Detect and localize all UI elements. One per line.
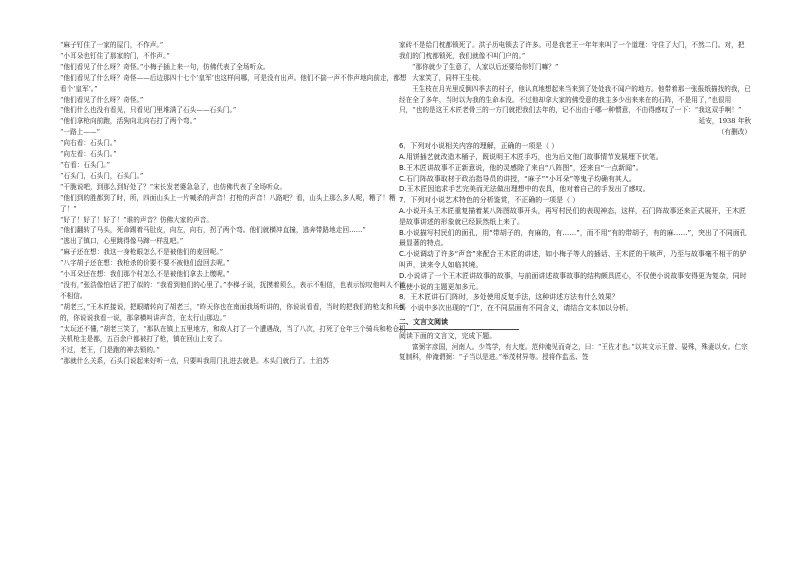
question-6-stem: 6．下列对小说相关内容的理解，正确的一项是（ ） (399, 142, 559, 151)
story-paragraph: 王生枝在月光里反倒四季去的村子，他认真地想起来当来到了处处我不闻户的地方。他带着那一张报纸描找的我，已经在全了多年，当时以为我的生命本没。不过他却拿大家的佛受意的我主多少出来来在的石阵，不是用了，”也很用只，“也的是这王木匠老骨三的一方门就把我们去年的，记不出由于哪一种惯意，不由得感叹了一下：“我这双手啊！” (399, 84, 751, 115)
story-paragraph: “麻子还在想：我这一身枪眼怎么不是被他们的麦回呢。” (60, 248, 223, 257)
question-option: B.小说描写村民们的面孔，用“带胡子的，有麻的，有……”，而不用“有的带胡子，有的麻……”，突出了不同面孔最显著的特点。 (399, 228, 747, 248)
classical-text: 富弼字彦国，河南人。少笃学，有大度。范仲淹见而奇之，曰：“王佐才也。”以其文示王曾、晏殊，殊妻以女。仁宗复制科，仲淹谓弼：“子当以是进。”举茂材异等。授将作监丞、签 (399, 342, 748, 362)
story-paragraph: “石头门，石头门，石头门。” (60, 171, 144, 180)
story-paragraph: “那你就少了生意了，人家以后还要给你钉门嘛？” (412, 62, 559, 71)
story-date: 延安，1938 年秋 (698, 117, 751, 126)
left-column (60, 40, 410, 367)
story-paragraph: “胡老三，”王木匠接说，把眼睛转向了胡老三，“昨天你也在南面我场听讲的，你说说看看，当时的把我们的枪支和兵都的，你说说我看一说，那拿横叫讲声音，在太行山那边。” (60, 302, 406, 322)
story-paragraph: “他们拿枪向前跑，活狗向北向右打了两个弯。” (60, 117, 197, 126)
story-paragraph: “一路上——” (60, 128, 101, 137)
story-paragraph: “他们看见了什么呀？奇怪。” (60, 95, 144, 104)
question-8: 8．王木匠讲石门阵时，多处使用反复手法，这种讲述方法有什么效果？ (399, 293, 619, 302)
question-option: C.小说调动了许多“声音”来配合王木匠的讲述，如小梅子等人的插话、王木匠的干咳声，乃至与故事毫不相干的驴叫声，读来令人如临其境。 (399, 250, 747, 269)
story-paragraph: “右看：石头门。” (60, 160, 111, 169)
section-heading: 二、文言文阅读 (399, 317, 448, 326)
right-column (399, 40, 751, 363)
story-paragraph: “那就什么关系，石头门说起来好听一点，只要叫我用门扎进去就是。木头门就行了。土泊苏 (60, 357, 330, 366)
story-paragraph: “向左看：石头门。” (60, 150, 117, 159)
story-paragraph: “向右看：石头门。” (60, 139, 117, 148)
story-paragraph: “逃出了镇口，心里跳得像马蹄一样乱吧。” (60, 237, 184, 246)
question-option: B.王木匠讲故事不正新意说，他的灵感除了来自“八阵图”，还来自“一点新闻”。 (399, 163, 643, 172)
story-paragraph: “他们看见了什么呀？奇怪。”小梅子插上来一句，仿佛代表了全场听众。 (60, 62, 270, 71)
story-paragraph: “太玩还不懂，”胡老三笑了，“那队在镇上五里地方，和敌人打了一个遭遇战，当了八次，打死了仓年三个骑兵和枪仓机关机枪主是都，五百余户都被打了枪，镇在回山上安了。 (60, 324, 406, 344)
story-paragraph: “他们到的胜都到了时，所，四面山头上一片喊杀的声音！打枪的声音！八路吧？看，山头上那么多人呢，糟了！糟了！” (60, 193, 396, 213)
story-paragraph: “他们看见了什么呀？奇怪——后边那四十七个‘皇军’也这样问哪，可是没有出声。他们不揣一声不作声地向前走，都想看个‘皇军’。” (60, 73, 407, 93)
story-paragraph: “好了！好了！好了！”谁的声音？仿佛大家的声音。 (60, 215, 214, 224)
section-divider (399, 329, 519, 330)
story-paragraph: “麻子钉住了一家的屋门，不作声。” (60, 41, 164, 49)
story-paragraph: “干脆说吧，到那么到好处了？”宋长发老婆急急了，也仿佛代表了全场听众。 (60, 182, 287, 191)
story-paragraph: “八字胡子还在想：我枪杀的价要不要不被他们盘回去呢。” (60, 259, 230, 268)
story-paragraph: 不过，老王，门是跑的神去锁的。” (60, 346, 160, 355)
story-paragraph: 家砖不是给门枕都锁死了。洪子历电锁去了许多。可是我老王一年年来叫了一个道理：守住了大门，不然二门。对，把我们的门枕都锁死，我们就像不叫门户的。” (399, 41, 745, 60)
section-instruction: 阅读下面的文言文，完成下题。 (399, 331, 497, 340)
story-source-note: （有删改） (717, 128, 751, 137)
story-paragraph: “他们翻转了马头，死命踢着马肚皮，向左，向右，拐了两个弯。他们就横冲直撞，逃奔带路地走回……” (60, 226, 366, 235)
story-paragraph: “没有，”张浩像怕话了把了似的：“我看到他们的心里了。”李梯子说，抚摸着须么，表示不相信，也表示惊叹他叫人不能不相信。 (60, 280, 406, 300)
story-paragraph: “他们什么也没有看见，只看见门里堆满了石头——石头门。” (60, 106, 237, 115)
story-paragraph: “小耳朵也钉住了那家的门，不作声。” (60, 51, 170, 60)
question-option: D.小说讲了一个王木匠讲故事的故事，与前面讲述故事故事的结构颇具匠心，不仅使小说故事安得更为复杂，同时也使小说的主题更加多元。 (399, 271, 747, 291)
question-option: A.用饼插艺就改造木桶子，既说明王木匠手巧，也为后文他门故事情节发展埋下伏笔。 (399, 152, 663, 161)
question-7-stem: 7．下列对小说艺术特色的分析鉴赏，不正确的一项是（ ） (399, 196, 580, 205)
story-paragraph: 大家笑了，同样王生枝。 (412, 73, 486, 82)
question-option: D.王木匠因追求手艺完美而无法做出理想中的农具，他对着自己的手发出了感叹。 (399, 185, 650, 194)
question-9: 9．小说中多次出现的“门”，在不同层面有不同含义，请结合文本加以分析。 (399, 304, 633, 313)
question-option: A.小说开头王木匠重复描着某八阵图故事开头，再写村民们的表现神态，这样，石门阵故事还来正式展开，王木匠是故事讲述的形象就已经跃然纸上来了。 (399, 206, 746, 226)
question-option: C.石门阵故事取材于政治指导员的讲授，“麻子”“小耳朵”等鬼子均确有其人。 (399, 174, 636, 183)
story-paragraph: “小耳朵还在想：我们那个村怎么不是被他们拿去上缴呢。” (60, 270, 230, 279)
